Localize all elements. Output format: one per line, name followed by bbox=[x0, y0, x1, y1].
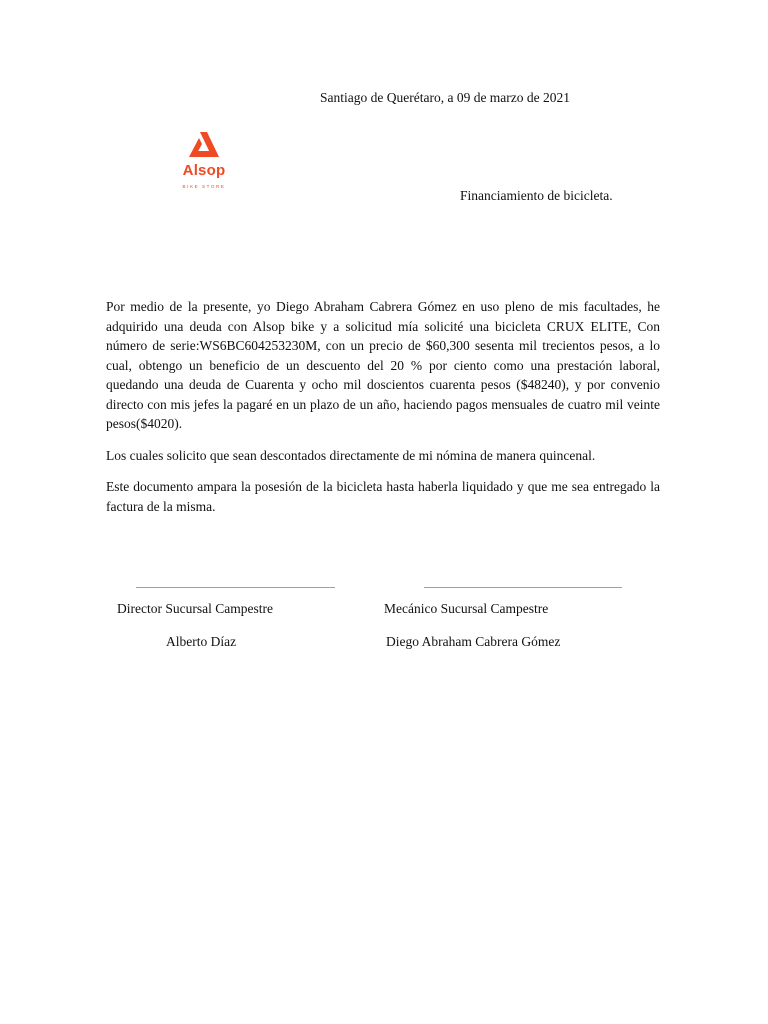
logo-name: Alsop bbox=[182, 162, 226, 179]
signature-title-left: Director Sucursal Campestre bbox=[117, 601, 273, 616]
alsop-a-mark-icon bbox=[160, 124, 248, 162]
signature-name-right: Diego Abraham Cabrera Gómez bbox=[386, 634, 561, 649]
body-paragraph-2: Los cuales solicito que sean descontados directamente de mi nómina de manera quincenal. bbox=[106, 447, 596, 463]
signature-line-right bbox=[424, 587, 622, 588]
company-logo bbox=[160, 124, 248, 202]
place-date: Santiago de Querétaro, a 09 de marzo de 2021 bbox=[320, 90, 571, 105]
body-paragraph-1: Por medio de la presente, yo Diego Abraham Cabrera Gómez en uso pleno de mis facultades, he adquirido una deuda con Alsop bike y a solicitud mía solicité una bicicleta CRUX ELITE, Con número de serie:WS6BC604253230M, con un precio de $60,300 sesenta mil trecientos pesos, a lo cual, obtengo un beneficio de un descuento del 20 % por ciento como una prestación laboral, quedando una deuda de Cuarenta y ocho mil doscientos cuarenta pesos ($48240), y por convenio directo con mis jefes la pagaré en un plazo de un año, haciendo pagos mensuales de cuatro mil veinte pesos($4020). bbox=[106, 299, 660, 431]
document-subject: Financiamiento de bicicleta. bbox=[460, 188, 613, 203]
body-paragraph-3: Este documento ampara la posesión de la bicicleta hasta haberla liquidado y que me sea entregado la factura de la misma. bbox=[106, 479, 660, 514]
logo-tagline: BIKE STORE bbox=[182, 184, 226, 189]
signature-line-left bbox=[136, 587, 335, 588]
signature-name-left: Alberto Díaz bbox=[166, 634, 237, 649]
signature-title-right: Mecánico Sucursal Campestre bbox=[384, 601, 549, 616]
document-body bbox=[106, 297, 660, 528]
